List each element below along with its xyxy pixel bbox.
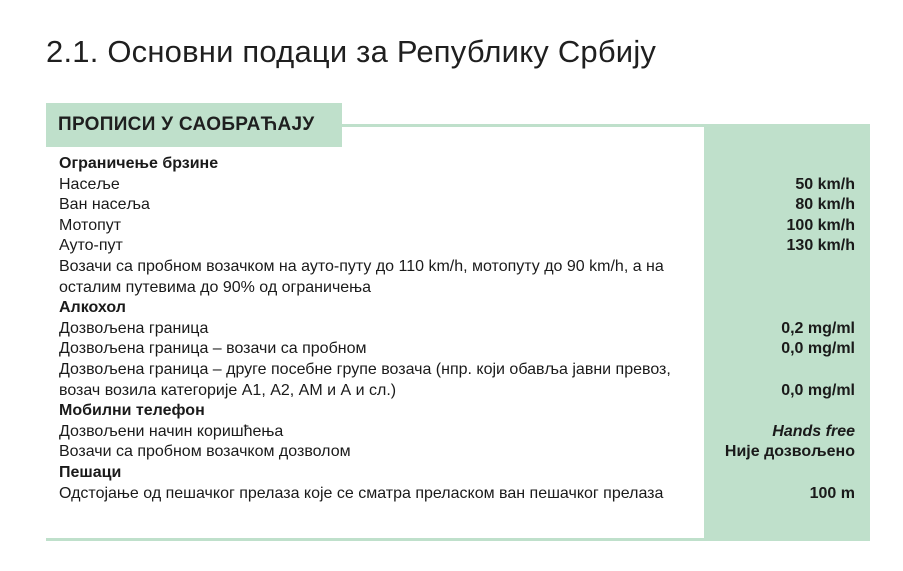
section-title: ПРОПИСИ У САОБРАЋАЈУ [46, 103, 342, 147]
heading-alcohol [46, 298, 870, 319]
row-value: 0,0 mg/ml [781, 340, 855, 358]
row-value: 50 km/h [795, 175, 855, 193]
row-value: 0,2 mg/ml [781, 319, 855, 337]
table-row [46, 319, 870, 340]
row-label: Возачи са пробном возачком на ауто-путу до 110 km/h, мотопуту до 90 km/h, а на осталим путевима до 90% од ограничења [59, 257, 664, 296]
table-row [46, 360, 870, 401]
row-label: Возачи са пробном возачком дозволом [59, 443, 351, 461]
table-row [46, 422, 870, 443]
heading-speed-limit [46, 154, 870, 175]
row-value: Није дозвољено [724, 443, 855, 461]
row-value: 80 km/h [795, 196, 855, 214]
row-label: Пешаци [59, 463, 122, 481]
row-label: Дозвољена граница – возачи са пробном [59, 340, 367, 358]
row-value: 100 m [809, 484, 855, 502]
heading-pedestrians [46, 463, 870, 484]
row-label: Ауто-пут [59, 237, 123, 255]
row-value: Hands free [772, 422, 855, 440]
row-label: Насеље [59, 175, 120, 193]
row-label: Ван насеља [59, 196, 150, 214]
table-row [46, 175, 870, 196]
table-row [46, 339, 870, 360]
row-value: 130 km/h [786, 237, 855, 255]
table-row [46, 236, 870, 257]
row-label: Дозвољени начин коришћења [59, 422, 284, 440]
traffic-regulations-panel [46, 103, 870, 541]
table-row [46, 442, 870, 463]
row-value: 0,0 mg/ml [781, 381, 855, 399]
bottom-rule [46, 538, 870, 541]
table-row [46, 257, 870, 298]
row-label: Дозвољена граница – друге посебне групе возача (нпр. који обавља јавни превоз, возач возила категорије А1, А2, АМ и А и сл.) [59, 360, 671, 399]
row-label: Дозвољена граница [59, 319, 209, 337]
row-label: Мотопут [59, 216, 122, 234]
row-label: Ограничење брзине [59, 155, 219, 172]
table-row [46, 484, 870, 505]
row-value: 100 km/h [786, 216, 855, 234]
row-label: Одстојање од пешачког прелаза које се сматра преласком ван пешачког прелаза [59, 484, 664, 502]
heading-mobile-phone [46, 401, 870, 422]
page-title: 2.1. Основни подаци за Републику Србију [46, 34, 657, 69]
row-label: Алкохол [59, 299, 126, 317]
table-row [46, 216, 870, 237]
table-row [46, 195, 870, 216]
regulation-rows [46, 154, 870, 504]
row-label: Мобилни телефон [59, 402, 205, 420]
